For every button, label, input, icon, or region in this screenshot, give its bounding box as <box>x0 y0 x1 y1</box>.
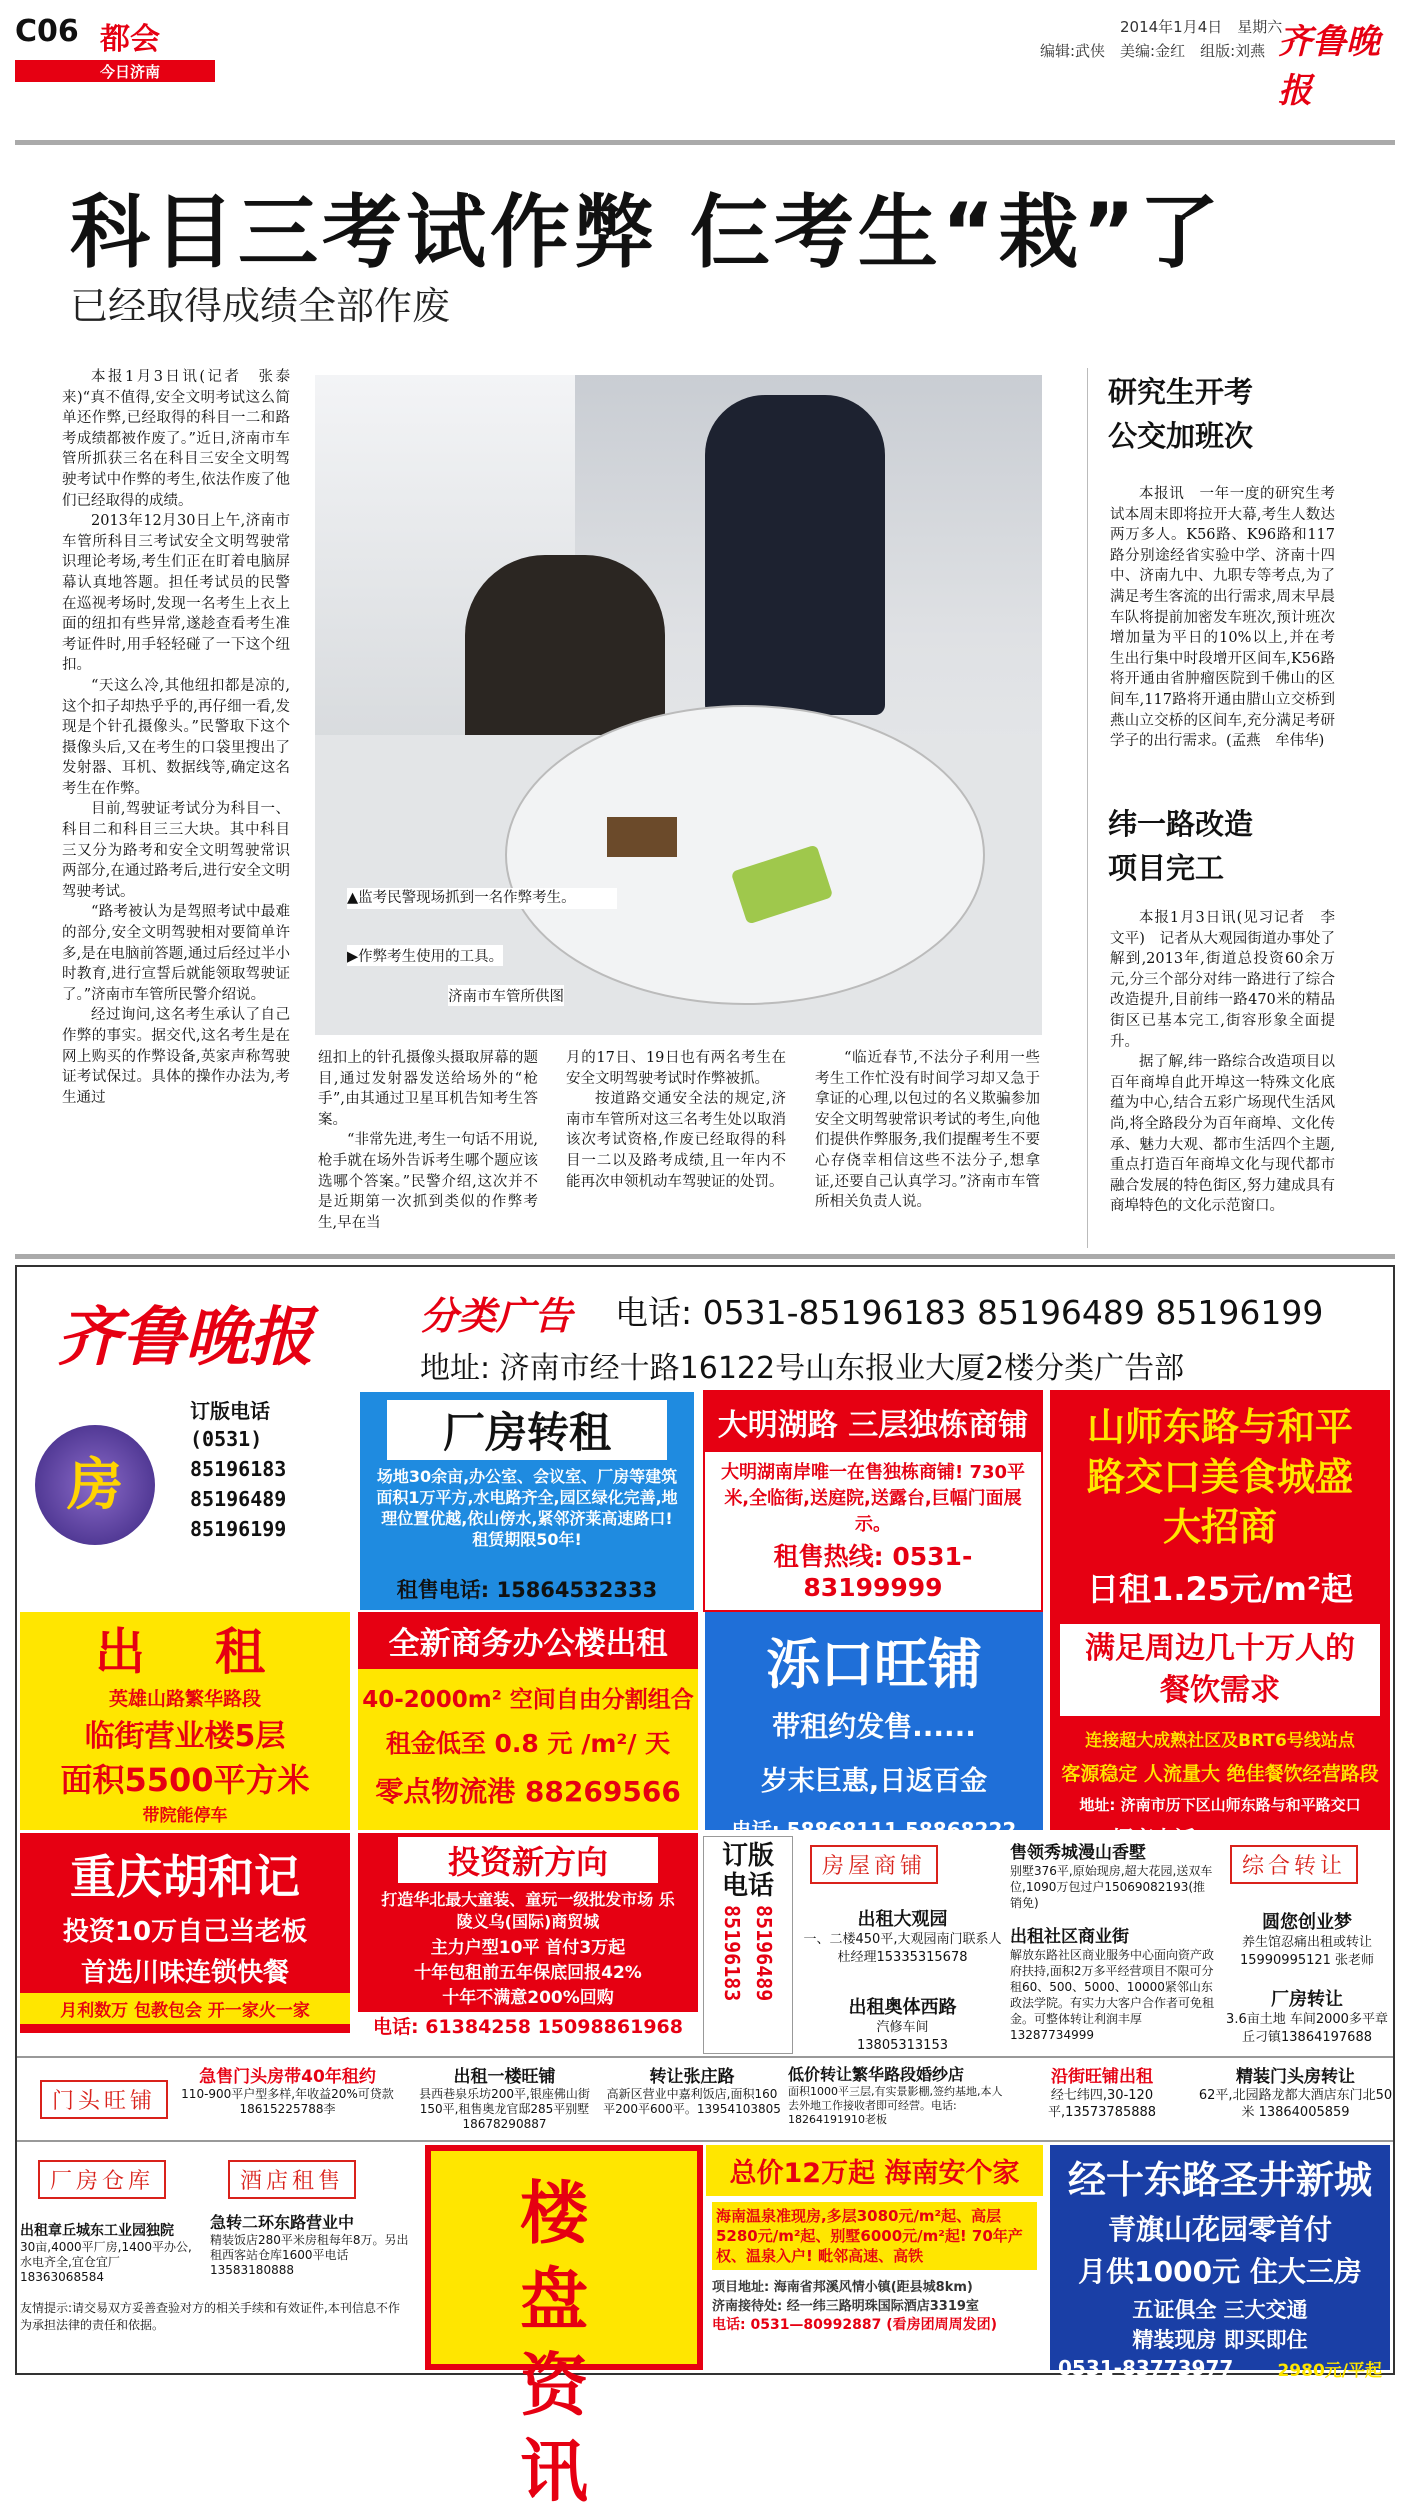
ad-food-city <box>1050 1390 1390 1851</box>
listing-body: 经七纬四,30-120平,13573785888 <box>1047 2088 1157 2120</box>
listing <box>1222 1985 1392 2047</box>
ad-body: 精装现房 即买即住 <box>1132 2328 1308 2352</box>
device-battery <box>731 844 834 924</box>
listing-title: 出租章丘城东工业园独院 <box>20 2223 174 2239</box>
side-story-1 <box>1110 484 1335 752</box>
ad-phone: 电话: 61384258 15098861968 <box>358 2012 698 2039</box>
ad-section-rule <box>15 1254 1395 1259</box>
ad-address: 济南接待处: 经一纬三路明珠国际酒店3319室 <box>712 2299 979 2314</box>
listing-title: 转让张庄路 <box>649 2067 735 2087</box>
listing-title: 出租一楼旺铺 <box>453 2067 556 2087</box>
ad-factory-lease <box>358 1390 696 1612</box>
photo-caption-2: ▶作弊考生使用的工具。 <box>347 945 503 966</box>
order-number: 85196183 <box>720 1905 744 2002</box>
ad-area: 面积5500平方米 <box>60 1761 310 1799</box>
side-headline-1-line-1: 研究生开考 <box>1108 375 1254 409</box>
paragraph: 按道路交通安全法的规定,济南市车管所对这三名考生处以取消该次考试资格,作废已经取得的科目一二以及路考成绩,且一年内不能再次申领机动车驾驶证的处罚。 <box>566 1091 786 1190</box>
paragraph: 纽扣上的针孔摄像头摄取屏幕的题目,通过发射器发送给场外的“枪手”,由其通过卫星耳机告知考生答案。 <box>318 1050 538 1128</box>
paragraph: 本报1月3日讯(记者 张泰来)“真不值得,安全文明考试这么简单还作弊,已经取得的科目一二和路考成绩都被作废了。”近日,济南市车管所抓获三名在科目三安全文明驾驶考试中作弊的考生,依法作废了他们已经取得的成绩。 <box>62 369 290 509</box>
ad-title: 厂房转租 <box>387 1400 667 1460</box>
category-label: 厂房仓库 <box>38 2160 166 2199</box>
ad-title: 总价12万起 海南安个家 <box>706 2145 1043 2196</box>
page-number: C06 <box>15 14 79 49</box>
listing-body: 别墅376平,原始现房,超大花园,送双车位,1090万包过户15069082193(推销免) <box>1010 1864 1213 1910</box>
ad-body: 首选川味连锁快餐 <box>80 1958 289 1988</box>
listing <box>1010 1922 1215 2043</box>
ad-logo: 齐鲁晚报 <box>57 1300 313 1375</box>
ad-body: 投资10万自己当老板 <box>62 1917 308 1947</box>
issue-date: 2014年1月4日 星期六 <box>1120 18 1283 36</box>
side-headline-1-line-2: 公交加班次 <box>1108 419 1254 453</box>
order-number: 85196489 <box>190 1487 287 1511</box>
device-transmitter <box>607 817 677 857</box>
order-numbers <box>704 1905 792 2001</box>
listing-body: 3.6亩土地 车间2000多平章丘刁镇13864197688 <box>1226 2012 1388 2045</box>
ad-body: 主力户型10平 首付3万起 <box>430 1938 626 1958</box>
ad-price: 租金低至 0.8 元 /m²/ 天 <box>385 1729 671 1758</box>
paragraph: 目前,驾驶证考试分为科目一、科目二和科目三三大块。其中科目三又分为路考和安全文明驾驶常识两部分,在通过路考后,进行安全文明驾驶考试。 <box>62 801 290 900</box>
listing-title: 急转二环东路营业中 <box>210 2213 355 2232</box>
category-label: 综合转让 <box>1230 1845 1358 1884</box>
ad-body: 海南温泉准现房,多层3080元/m²起、高层5280元/m²起、别墅6000元/m²起! 70年产权、温泉入户! 毗邻高速、高铁 <box>712 2202 1037 2270</box>
order-title: 订版电话 <box>190 1399 270 1423</box>
article-column-1 <box>62 367 290 1108</box>
ad-body: 十年包租前五年保底回报42% <box>414 1963 642 1983</box>
ad-body: 岁末巨惠,日返百金 <box>760 1766 988 1797</box>
listing-title: 低价转让繁华路段婚纱店 <box>788 2065 965 2084</box>
subhead: 已经取得成绩全部作废 <box>70 284 451 328</box>
photo-officer <box>705 395 885 715</box>
classified-phone: 电话: 0531-85196183 85196489 85196199 <box>615 1293 1324 1332</box>
ad-title: 经十东路圣井新城 <box>1067 2158 1372 2202</box>
listing-title: 沿街旺铺出租 <box>1051 2067 1153 2087</box>
listing-body: 30亩,4000平厂房,1400平办公,水电齐全,宜仓宜厂18363068584 <box>20 2240 192 2284</box>
ad-luokou <box>705 1612 1043 1842</box>
header-rule <box>15 140 1395 145</box>
ad-stop: 连接超大成熟社区及BRT6号线站点 <box>1085 1731 1355 1751</box>
listing <box>788 2062 1008 2127</box>
paragraph: 本报讯 一年一度的研究生考试本周末即将拉开大幕,考生人数达两万多人。K56路、K96路和117路分别途经省实验中学、济南十四中、济南九中、九职专等考点,为了满足考生客流的出行需求,周末早晨车队将提前加密发车班次,预计班次增加量为平日的10%以上,并在考生出行集中时段增开区间车,K56路将开通由省肿瘤医院到千佛山的区间车,117路将开通由腊山立交桥到燕山立交桥的区间车,充分满足考研学子的出行需求。(孟燕 牟伟华) <box>1110 486 1335 750</box>
ad-body: 带院能停车 <box>142 1806 228 1826</box>
listing <box>1198 2062 1393 2121</box>
ad-title: 重庆胡和记 <box>70 1850 300 1904</box>
listing-body: 解放东路社区商业服务中心面向资产政府扶持,面积2万多平经营项目不限可分租60、500、5000、10000紧邻山东政法学院。有实力大客户合作者可免租金。可整体转让利润丰厚13287734999 <box>1010 1948 1215 2042</box>
paragraph: 据了解,纬一路综合改造项目以百年商埠自此开埠这一特殊文化底蕴为中心,结合五彩广场现代生活风尚,将全路段分为百年商埠、文化传承、魅力大观、都市生活四个主题,重点打造百年商埠文化与现代都市融合发展的特色街区,努力建成具有商埠特色的文化示范窗口。 <box>1110 1054 1335 1215</box>
paragraph: “非常先进,考生一句话不用说,枪手就在场外告诉考生哪个题应该选哪个答案。”民警介绍,这次并不是近期第一次抓到类似的作弊考生,早在当 <box>318 1132 538 1231</box>
listing-body: 面积1000平三层,有实景影棚,签约基地,本人去外地工作接收者即可经营。电话: 18264191910老板 <box>788 2085 1003 2126</box>
ad-phone: 招商电话: 82060688 <box>1111 1827 1329 1851</box>
listing-body: 养生馆忍痛出租或转让15990995121 张老师 <box>1239 1935 1375 1968</box>
listing-title: 出租大观园 <box>857 1909 948 1930</box>
listing <box>170 2062 405 2117</box>
paragraph: 月的17日、19日也有两名考生在安全文明驾驶考试时作弊被抓。 <box>566 1050 786 1087</box>
ad-body: 打造华北最大童装、童玩一级批发市场 乐陵义乌(国际)商贸城 <box>381 1890 675 1931</box>
ad-investment <box>358 1833 698 2038</box>
category-hotel <box>228 2160 356 2199</box>
ad-address: 项目地址: 海南省邦溪风情小镇(距县城8km) <box>712 2280 973 2295</box>
listing-body: 一、二楼450平,大观园南门联系人杜经理15335315678 <box>803 1932 1002 1965</box>
property-news-box <box>425 2145 703 2512</box>
ad-body: 五证俱全 三大交通 <box>1132 2298 1308 2322</box>
ad-body: 月供1000元 住大三房 <box>1078 2255 1362 2288</box>
ad-body: 英雄山路繁华路段 <box>108 1688 261 1710</box>
listing-title: 精装门头房转让 <box>1236 2067 1355 2087</box>
paragraph: “路考被认为是驾照考试中最难的部分,安全文明驾驶相对要简单许多,是在电脑前答题,通过后经过半小时教育,进行宣誓后就能领取驾驶证了。”济南市车管所民警介绍说。 <box>62 904 290 1003</box>
listing <box>800 1993 1005 2055</box>
order-number: 85196489 <box>752 1905 776 2002</box>
ad-phone: 租售电话: 15864532333 <box>396 1578 658 1602</box>
ad-body: 满足周边几十万人的餐饮需求 <box>1060 1624 1380 1716</box>
photo-caption-1: ▲监考民警现场抓到一名作弊考生。 <box>347 888 617 909</box>
ad-body: 青旗山花园零首付 <box>1107 2213 1332 2246</box>
listing-title: 出租社区商业街 <box>1010 1927 1129 1947</box>
article-column-3 <box>566 1048 786 1192</box>
classified-label: 分类广告 <box>420 1294 573 1338</box>
listing-title: 出租奥体西路 <box>848 1997 957 2018</box>
section-sub: 今日济南 <box>100 63 161 81</box>
ad-body: 十年不满意200%回购 <box>442 1988 614 2008</box>
ad-title: 投资新方向 <box>398 1837 658 1883</box>
side-headline-2-line-2: 项目完工 <box>1108 851 1225 885</box>
ad-shengjing <box>1050 2145 1390 2381</box>
category-transfer <box>1230 1845 1358 1884</box>
order-title: 订版电话 <box>721 1841 774 1901</box>
ad-rent: 日租1.25元/m²起 <box>1086 1570 1353 1608</box>
house-icon <box>35 1425 155 1545</box>
paragraph: 2013年12月30日上午,济南市车管所科目三考试安全文明驾驶常识理论考场,考生们正在盯着电脑屏幕认真地答题。担任考试员的民警在巡视考场时,发现一名考生上衣上面的纽扣有些异常,遂趁查看考生准考证件时,用手轻轻碰了一下这个纽扣。 <box>62 513 290 674</box>
side-headline-2 <box>1108 802 1253 890</box>
listing-title: 圆您创业梦 <box>1262 1912 1352 1933</box>
category-house <box>810 1845 938 1884</box>
house-icon-glyph: 房 <box>67 1452 123 1518</box>
listing-body: 110-900平户型多样,年收益20%可贷款 18615225788李 <box>181 2087 394 2116</box>
listing <box>1222 1908 1392 1970</box>
category-label: 门头旺铺 <box>40 2080 168 2119</box>
order-box <box>20 1395 350 1610</box>
listing-title: 急售门头房带40年租约 <box>199 2067 376 2087</box>
article-column-4 <box>815 1048 1040 1213</box>
ad-title: 全新商务办公楼出租 <box>358 1612 698 1669</box>
listing-body: 62平,北园路龙都大酒店东门北50米 13864005859 <box>1198 2088 1393 2120</box>
ad-title: 大明湖路 三层独栋商铺 <box>705 1392 1041 1452</box>
ad-body: 带租约发售...... <box>772 1710 976 1743</box>
newspaper-logo: 齐鲁晚报 <box>1278 22 1380 111</box>
listing <box>800 1905 1005 1967</box>
ad-title: 出 租 <box>95 1622 275 1681</box>
ad-phone: 租售热线: 0531-83199999 <box>773 1542 973 1602</box>
listing <box>412 2062 597 2132</box>
ad-phone: 电话: 58868111 58868222 <box>731 1818 1017 1842</box>
news-photo <box>315 375 1042 1030</box>
property-news-title: 楼盘资讯 <box>519 2174 608 2512</box>
side-story-2 <box>1110 908 1335 1217</box>
listing <box>20 2220 200 2285</box>
ad-address: 地址: 济南市历下区山师东路与和平路交口 <box>1079 1796 1361 1814</box>
ad-phone: 加盟咨询: 15552881888 陈先生 <box>43 2034 327 2055</box>
order-number: 85196183 <box>190 1457 287 1481</box>
headline: 科目三考试作弊 仨考生“栽”了 <box>70 186 1224 279</box>
order-number: 85196199 <box>190 1517 287 1541</box>
ad-title: 泺口旺铺 <box>766 1633 982 1696</box>
listing-body: 精装饭店280平米房租每年8万。另出租西客站仓库1600平电话13583180888 <box>210 2233 409 2277</box>
ad-phone: 零点物流港 88269566 <box>375 1775 681 1808</box>
ad-footer <box>1050 2354 1390 2383</box>
article-column-2 <box>318 1048 538 1233</box>
ad-body: 40-2000m² 空间自由分割组合 <box>362 1687 694 1713</box>
paragraph: 经过询问,这名考生承认了自己作弊的事实。据交代,这名考生是在网上购买的作弊设备,英家声称驾驶证考试保过。具体的操作办法为,考生通过 <box>62 1007 290 1106</box>
listing <box>602 2062 782 2117</box>
order-box-vertical <box>703 1836 793 2054</box>
listing-phone: 13805313153 <box>857 2038 948 2053</box>
photo-inset <box>505 705 985 1005</box>
category-label: 酒店租售 <box>228 2160 356 2199</box>
category-factory <box>38 2160 166 2199</box>
ad-slogan: 月利数万 包教包会 开一家火一家 <box>20 1993 350 2024</box>
side-divider <box>1087 368 1088 1248</box>
paragraph: “临近春节,不法分子利用一些考生工作忙没有时间学习却又急于拿证的心理,以包过的名义欺骗参加安全文明驾驶常识考试的考生,向他们提供作弊服务,我们提醒考生不要心存侥幸相信这些不法分子,想拿证,还要自己认真学习。”济南市车管所相关负责人说。 <box>815 1050 1040 1211</box>
ad-body: 场地30余亩,办公室、会议室、厂房等建筑面积1万平方,水电路齐全,园区绿化完善,地理位置优越,依山傍水,紧邻济莱高速路口!租赁期限50年! <box>376 1467 678 1549</box>
listing-body: 县西巷泉乐坊200平,银座佛山街150平,租售奥龙官邸285平别墅18678290887 <box>419 2087 590 2131</box>
listing <box>1010 1838 1215 1911</box>
category-shops <box>40 2080 168 2119</box>
category-label: 房屋商铺 <box>810 1845 938 1884</box>
disclaimer: 友情提示:请交易双方妥善查验对方的相关手续和有效证件,本刊信息不作为承担法律的责任和依据。 <box>20 2301 400 2332</box>
ad-daming-lake <box>703 1390 1043 1612</box>
ad-title: 山师东路与和平路交口美食城盛大招商 <box>1086 1405 1353 1549</box>
side-headline-1 <box>1108 370 1253 458</box>
ad-body: 临街营业楼5层 <box>84 1719 286 1754</box>
photo-credit: 济南市车管所供图 <box>448 985 564 1006</box>
order-area: (0531) <box>190 1427 263 1451</box>
ad-phone: 0531-83773977 <box>1058 2356 1234 2380</box>
ad-chongqing <box>20 1833 350 2055</box>
listing <box>210 2210 410 2278</box>
section-name: 都会 <box>100 22 160 57</box>
paragraph: 本报1月3日讯(见习记者 李文平) 记者从大观园街道办事处了解到,2013年,街道总投资60余万元,分三个部分对纬一路进行了综合改造提升,目前纬一路470米的精品街区已基本完工,街容形象全面提升。 <box>1110 910 1335 1050</box>
ad-price: 2980元/平起 <box>1277 2361 1382 2381</box>
ad-rent-yingxiong <box>20 1612 350 1830</box>
staff-credits: 编辑:武侠 美编:金红 组版:刘燕 <box>1040 42 1266 60</box>
listing-body: 汽修车间 <box>876 2020 929 2035</box>
ad-body: 大明湖南岸唯一在售独栋商铺! 730平米,全临街,送庭院,送露台,巨幅门面展示。 <box>720 1462 1026 1535</box>
listing-title: 厂房转让 <box>1271 1989 1343 2010</box>
ad-office-rent <box>358 1612 698 1830</box>
side-headline-2-line-1: 纬一路改造 <box>1108 807 1254 841</box>
ad-tagline: 客源稳定 人流量大 绝佳餐饮经营路段 <box>1061 1763 1379 1785</box>
classified-address: 地址: 济南市经十路16122号山东报业大厦2楼分类广告部 <box>420 1351 1185 1386</box>
bottom-row-rule <box>17 2140 1393 2142</box>
listing <box>1012 2062 1192 2121</box>
shop-row-rule <box>17 2056 1393 2058</box>
paragraph: “天这么冷,其他纽扣都是凉的,这个扣子却热乎乎的,再仔细一看,发现是个针孔摄像头。”民警取下这个摄像头后,又在考生的口袋里搜出了发射器、耳机、数据线等,确定这名考生在作弊。 <box>62 677 290 797</box>
listing-body: 高新区营业中嘉利饭店,面积160平200平600平。13954103805 <box>603 2087 781 2116</box>
listing-title: 售领秀城漫山香墅 <box>1010 1843 1146 1863</box>
ad-phone: 电话: 0531—80992887 (看房团周周发团) <box>712 2317 998 2333</box>
ad-hainan <box>706 2145 1043 2370</box>
